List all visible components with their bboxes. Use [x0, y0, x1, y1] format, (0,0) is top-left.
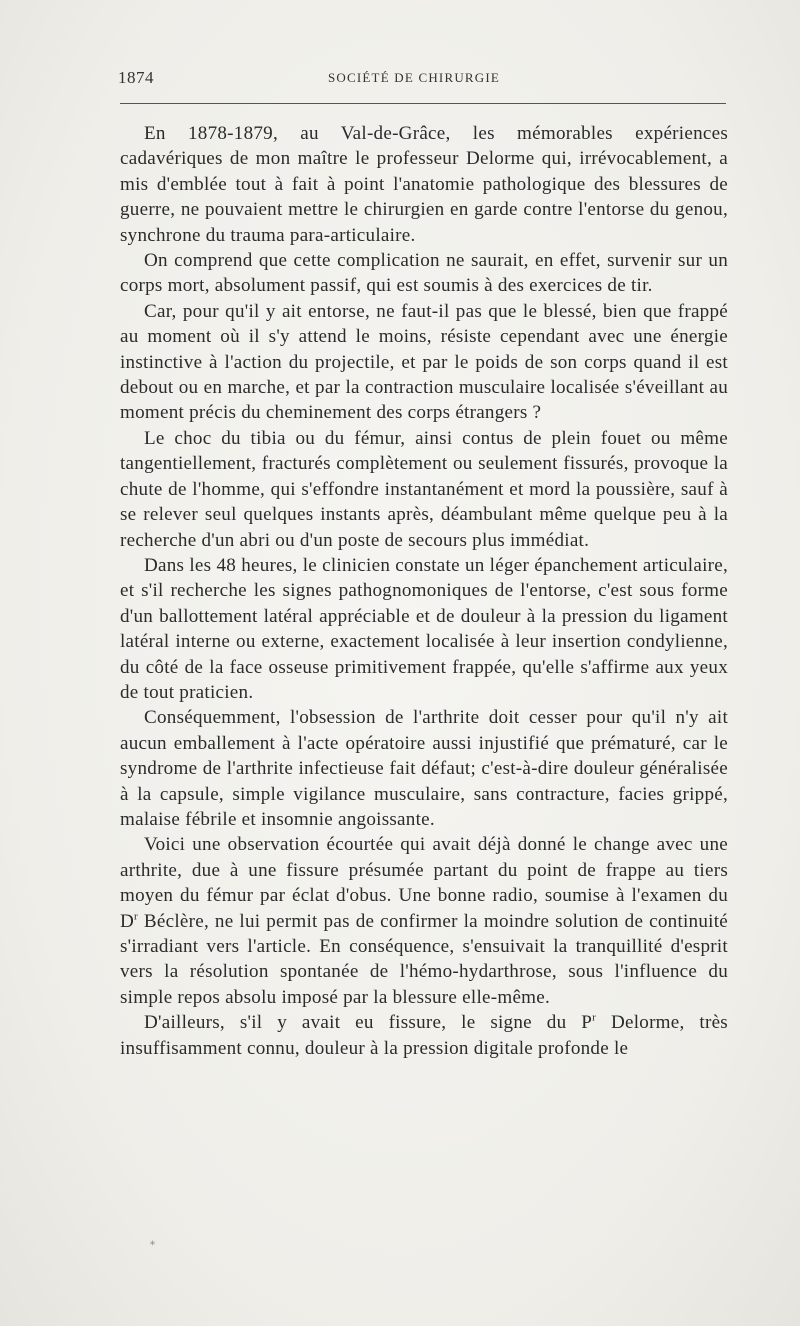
paragraph: Voici une observation écourtée qui avait déjà donné le change avec une arthrite, due à une fissure présumée partant du point de frappe au tiers moyen du fémur par éclat d'obus. Une bonne radio, soumise à l'examen du $D^r$ Béclère, ne lui permit pas de confirmer la moindre solution de continuité s'irradiant vers l'article. En conséquence, s'ensuivait la tranquillité d'esprit vers la résolution spontanée de l'hémo-hydarthrose, sous l'influence du simple repos absolu imposé par la blessure elle-même. — [120, 834, 728, 1008]
header-rule — [120, 103, 726, 104]
paragraph: Conséquemment, l'obsession de l'arthrite doit cesser pour qu'il n'y ait aucun emballement à l'acte opératoire aussi injustifié que prématuré, car le syndrome de l'arthrite infectieuse fait défaut; c'est-à-dire douleur généralisée à la capsule, simple vigilance musculaire, sans contracture, facies grippé, malaise fébrile et insomnie angoissante. — [120, 707, 728, 830]
paragraph: On comprend que cette complication ne saurait, en effet, survenir sur un corps mort, absolument passif, qui est soumis à des exercices de tir. — [120, 250, 728, 297]
running-title: SOCIÉTÉ DE CHIRURGIE — [328, 70, 501, 85]
paragraph: Le choc du tibia ou du fémur, ainsi contus de plein fouet ou même tangentiellement, fracturés complètement ou seulement fissurés, provoque la chute de l'homme, qui s'effondre instantanément et mord la poussière, sauf à se relever seul quelques instants après, déambulant même quelque peu à la recherche d'un abri ou d'un poste de secours plus immédiat. — [120, 427, 728, 551]
paragraph: D'ailleurs, s'il y avait eu fissure, le signe du $P^r$ Delorme, très insuffisamment connu, douleur à la pression digitale profonde le — [120, 1011, 728, 1059]
paragraph: Car, pour qu'il y ait entorse, ne faut-il pas que le blessé, bien que frappé au moment où il s'y attend le moins, résiste cependant avec une énergie instinctive à l'action du projectile, et par le poids de son corps quand il est debout ou en marche, et par la contraction musculaire localisée s'éveillant au moment précis du cheminement des corps étrangers ? — [120, 300, 728, 424]
paragraph: Dans les 48 heures, le clinicien constate un léger épanchement articulaire, et s'il recherche les signes pathognomoniques de l'entorse, c'est sous forme d'un ballottement latéral appréciable et de douleur à la pression du ligament latéral interne ou externe, exactement localisée à leur insertion condylienne, du côté de la face osseuse primitivement frappée, qu'elle s'affirme aux yeux de tout praticien. — [120, 554, 728, 703]
body-text — [120, 121, 728, 1061]
page-number: 1874 — [118, 68, 154, 87]
footer-mark: * — [150, 1240, 155, 1251]
page-header — [118, 68, 728, 92]
paragraph: En 1878-1879, au Val-de-Grâce, les mémorables expériences cadavériques de mon maître le professeur Delorme qui, irrévocablement, a mis d'emblée tout à fait à point l'anatomie pathologique des blessures de guerre, ne pouvaient mettre le chirurgien en garde contre l'entorse du genou, synchrone du trauma para-articulaire. — [120, 123, 728, 246]
